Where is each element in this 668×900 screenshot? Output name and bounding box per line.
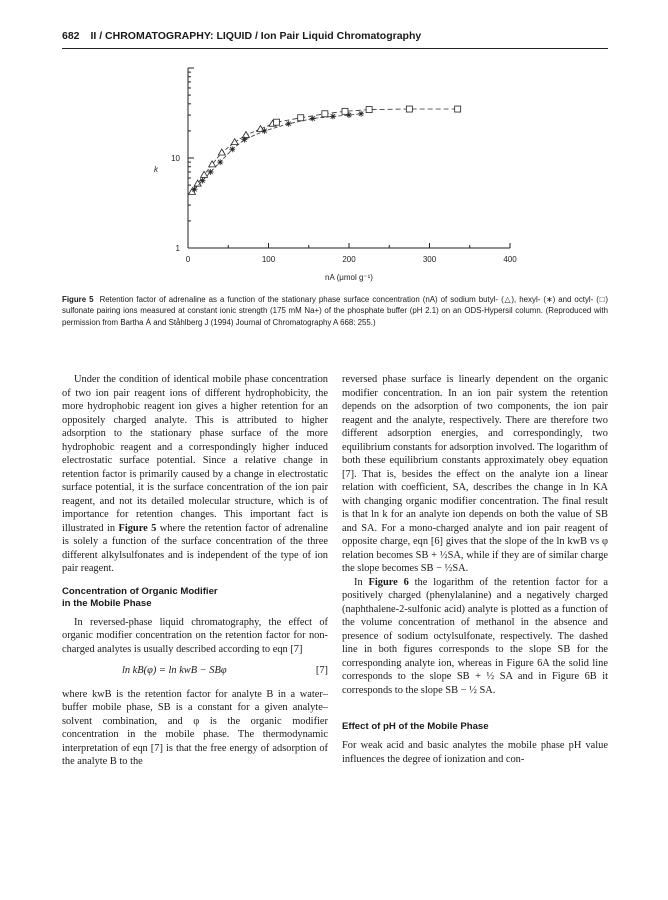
point-octyl xyxy=(298,115,304,121)
figure-caption xyxy=(62,294,608,328)
point-hexyl xyxy=(358,111,364,117)
point-hexyl xyxy=(330,113,336,119)
section-heading: Concentration of Organic Modifier in the Mobile Phase xyxy=(62,585,218,609)
point-hexyl xyxy=(229,146,235,152)
paragraph: reversed phase surface is linearly dependent on the organic modifier concentration. In an ion pair system the retention depends on the adsorption of two components, the ion pair reagent and the analyte, respectively. There are therefore two different adsorption energies, and correspondingly, two equilibrium constants for adsorption involved. The logarithm of both these equilibrium constants approximately obey equation [7]. That is, besides the effect on the analyte ion a linear relation with coefficient, SA, describes the change in ln KA with changing organic modifier concentration. The final result is that ln k for an analyte ion depends on both the value of SB and SA. For a mono-charged analyte and ion pair reagent of opposite charge, eqn [6] gives that the slope of the ln kwB vs φ relation becomes SB + ½SA, while if they are of similar charge the slope becomes SB − ½SA. xyxy=(342,374,608,574)
point-butyl xyxy=(242,132,249,138)
chart-marks xyxy=(189,106,461,194)
point-butyl xyxy=(231,139,238,145)
paragraph: In Figure 6 the logarithm of the retention factor for a positively charged (phenylalanine) and a negatively charged (naphthalene-2-sulfonic acid) analyte is plotted as a function of the volume concentration of methanol in the absence and presence of sodium octylsulfonate, respectively. The dashed line in both figures corresponds to the slope SB for the corresponding analyte ion, whereas in Figure 6A the solid line corresponds to the slope SB + ½ SA and in Figure 6B it corresponds to the slope SB − ½ SA. xyxy=(342,576,608,696)
section-heading: Effect of pH of the Mobile Phase xyxy=(342,721,489,732)
x-tick-label: 100 xyxy=(261,255,276,264)
paragraph: where kwB is the retention factor for analyte B in a water–buffer mobile phase, SB is a constant for a given analyte–solvent combination, and φ is the organic modifier concentration in the mobile phase. The thermodynamic interpretation of eqn [7] is that the free energy of adsorption of the analyte B to the xyxy=(62,688,328,767)
caption-text: Retention factor of adrenaline as a function of the stationary phase surface concentration (nA) of sodium butyl- (△), hexyl- (∗) and octyl- (□) sulfonate pairing ions measured at constant ionic strength (175 mM Na+) of the phosphate buffer (pH 2.1) on an ODS-Hypersil column. (Reproduced with permission from Bartha Á and Ståhlberg J (1994) Journal of Chromatography A 668: 255.) xyxy=(62,295,608,327)
y-axis-label: k xyxy=(154,164,158,174)
point-hexyl xyxy=(261,128,267,134)
x-tick-label: 0 xyxy=(185,255,191,264)
x-tick-label: 400 xyxy=(503,255,517,264)
point-hexyl xyxy=(217,159,223,165)
point-hexyl xyxy=(199,178,205,184)
point-octyl xyxy=(322,111,328,117)
x-axis-label: nA (μmol g⁻¹) xyxy=(325,273,373,282)
caption-label: Figure 5 xyxy=(62,295,94,304)
paragraph: Under the condition of identical mobile phase concentration of two ion pair reagent ions of different hydrophobicity, the more hydrophobic reagent ion gives a higher retention for an oppositely charged analyte. This is attributed to higher adsorption to the stationary phase surface of the more hydrophobic reagent and a correspondingly higher induced electrostatic surface potential. Since a relative change in retention factor is primarily caused by a change in electrostatic surface potential, it is the surface concentration of the ion pair reagent, and not its detailed molecular structure, which is of importance for retention changes. This important fact is illustrated in Figure 5 where the retention factor of adrenaline is solely a function of the surface concentration of the three different alkylsulfonates and is independent of the type of ion pair reagent. xyxy=(62,374,328,574)
point-octyl xyxy=(455,106,461,112)
y-tick-label: 10 xyxy=(171,154,180,163)
x-tick-label: 200 xyxy=(342,255,356,264)
point-octyl xyxy=(406,106,412,112)
point-hexyl xyxy=(208,169,214,175)
y-tick-label: 1 xyxy=(175,244,180,253)
figure-5-chart xyxy=(62,58,608,290)
point-octyl xyxy=(342,108,348,114)
point-hexyl xyxy=(241,137,247,143)
chart-axes xyxy=(188,68,510,248)
paragraph: For weak acid and basic analytes the mobile phase pH value influences the degree of ionization and con- xyxy=(342,740,608,765)
page-number: 682 xyxy=(62,30,80,42)
chart-labels xyxy=(154,154,517,282)
header-rule xyxy=(62,48,608,49)
point-hexyl xyxy=(191,186,197,192)
right-column xyxy=(342,373,608,766)
left-column xyxy=(62,373,328,769)
x-tick-label: 300 xyxy=(422,255,437,264)
figure-reference: Figure 5 xyxy=(118,522,157,534)
equation-number: [7] xyxy=(315,665,328,676)
running-title: II / CHROMATOGRAPHY: LIQUID / Ion Pair Liquid Chromatography xyxy=(90,30,422,42)
equation-7 xyxy=(62,664,328,678)
figure-reference: Figure 6 xyxy=(368,576,409,588)
point-octyl xyxy=(274,119,280,125)
equation-text: ln kB(φ) = ln kwB − SBφ xyxy=(122,665,227,676)
point-hexyl xyxy=(286,121,292,127)
point-butyl xyxy=(218,149,225,155)
running-header xyxy=(62,30,602,46)
paragraph: In reversed-phase liquid chromatography, the effect of organic modifier concentration on the retention factor for non-charged analytes is usually described according to eqn [7] xyxy=(62,616,328,655)
point-octyl xyxy=(366,107,372,113)
